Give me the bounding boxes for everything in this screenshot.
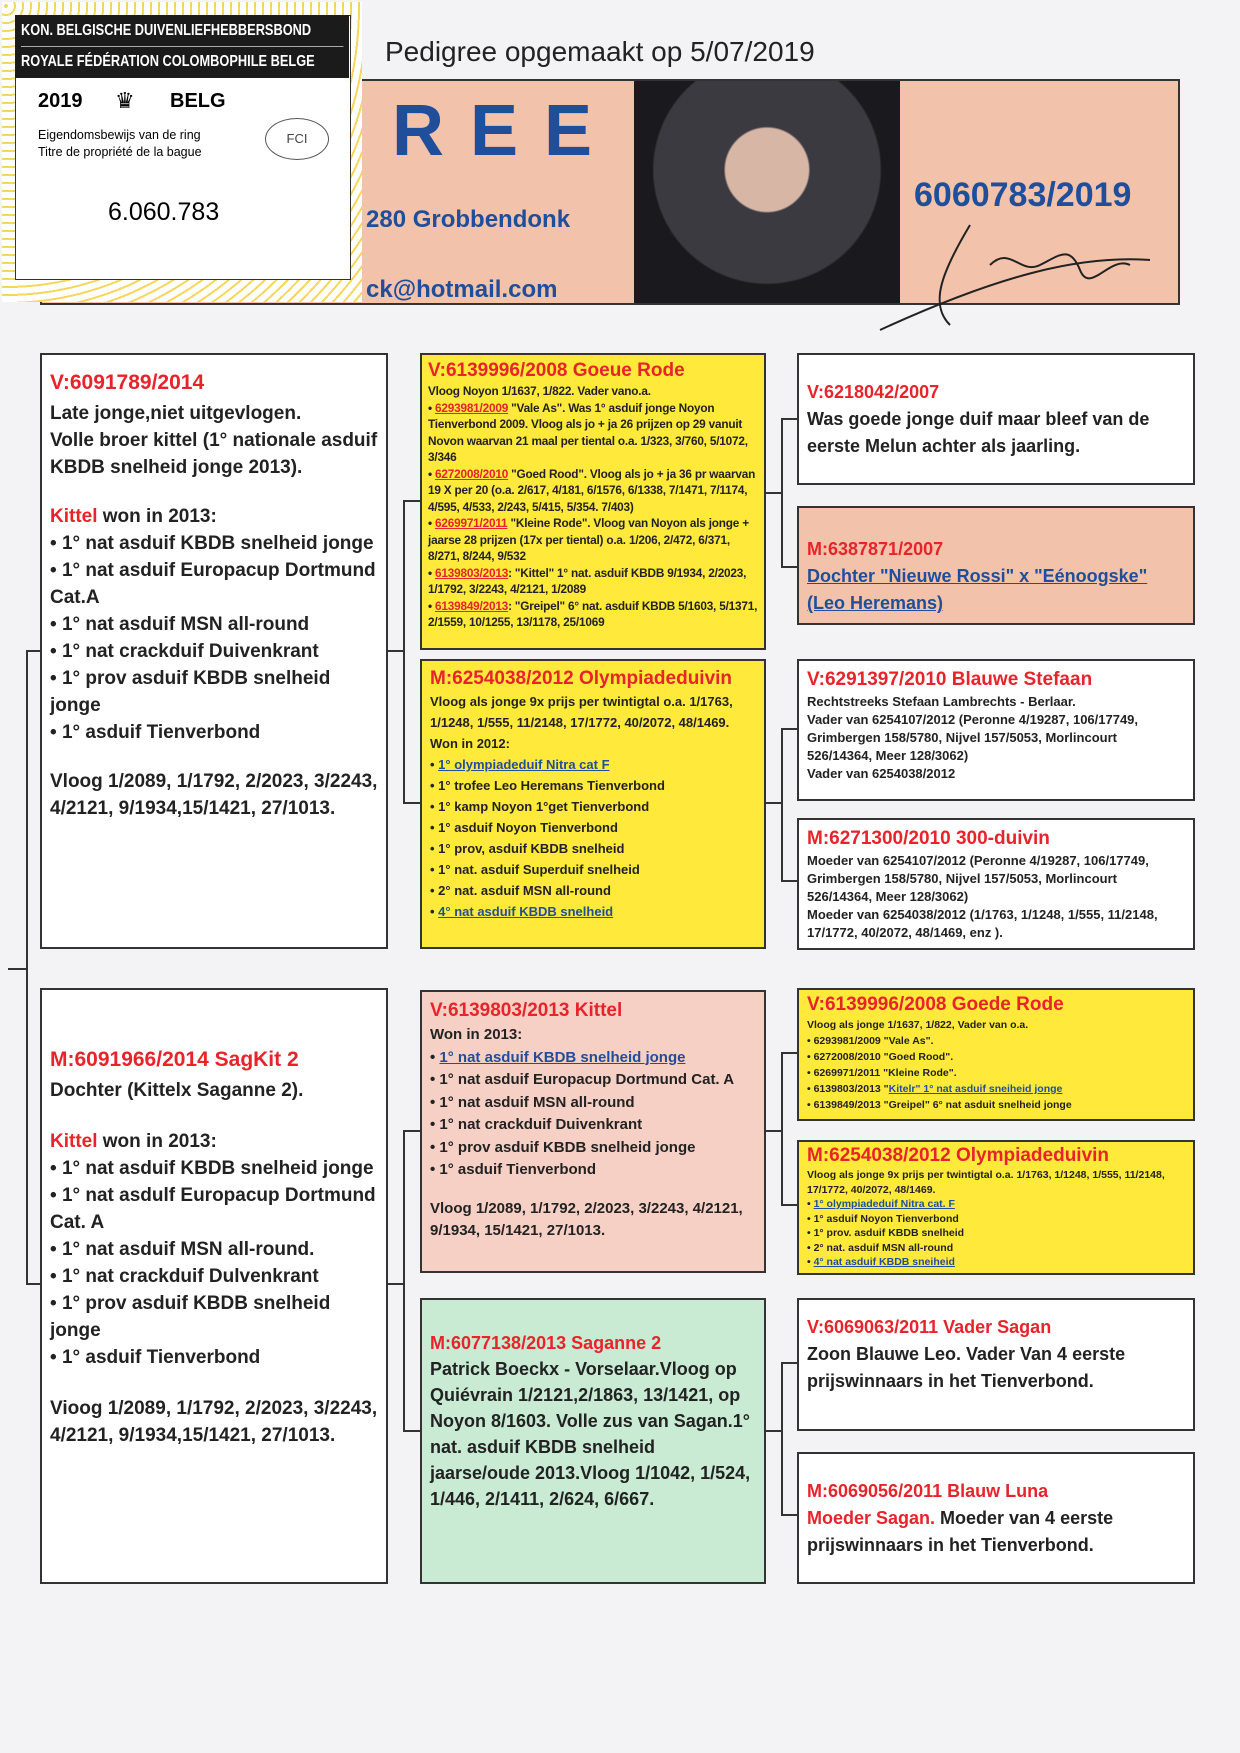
sire-line: Volle broer kittel (1° nationale asduif KBDB snelheid jonge 2013). [50, 430, 378, 478]
ring-label-fr: Titre de propriété de la bague [38, 145, 202, 159]
bullet: • 1° nat asduif MSN all-round. [50, 1239, 315, 1260]
ring-card-banner [15, 15, 349, 78]
connector [766, 492, 782, 494]
bullet: • 6269971/2011 "Kleine Rode". Vloog van Noyon als jonge + jaarse 28 prijzen (17x per tiental) o.a. 1/206, 2/472, 6/371, 8/271, 8/244, 9/532 [428, 516, 749, 563]
card-vloog: Vloog 1/2089, 1/1792, 2/2023, 3/2243, 4/2121, 9/1934, 15/1421, 27/1013. [430, 1199, 743, 1239]
bullet: • 1° nat asduif MSN all-round [430, 1093, 635, 1111]
connector [766, 1430, 782, 1432]
ring-card-line1: KON. BELGISCHE DUIVENLIEFHEBBERSBOND [21, 22, 312, 39]
fci-logo: FCI [265, 118, 329, 160]
connector [781, 880, 797, 882]
granddam-1-card [420, 659, 766, 949]
ring-label-nl: Eigendomsbewijs van de ring [38, 128, 201, 142]
bullet: • 6139803/2013 "Kitelr" 1° nat asduif sneiheid jonge [807, 1083, 1063, 1095]
card-text: Was goede jonge duif maar bleef van de eerste Melun achter als jaarling. [807, 409, 1150, 456]
col2-bottom-stack [420, 990, 766, 1584]
col3-bottom-stack [797, 1298, 1195, 1584]
connector [403, 500, 405, 802]
ring-number: 6060783/2019 [914, 176, 1132, 214]
dam-won [50, 1128, 378, 1155]
bullet: • 6139849/2013 "Greipel" 6° nat asduit snelheid jonge [807, 1099, 1072, 1111]
ggdam-2-card [797, 818, 1195, 950]
connector [388, 650, 404, 652]
bullet: • 1° nat crackduif Duivenkrant [50, 641, 319, 662]
bullet: • 2° nat. asduif MSN all-round [430, 883, 611, 898]
crown-icon: ♛ [115, 88, 135, 113]
connector [781, 728, 783, 880]
owner-email: ck@hotmail.com [366, 276, 558, 303]
bullet: • 1° olympiadeduif Nitra cat. F [807, 1198, 955, 1210]
card-title: V:6139803/2013 Kittel [430, 1000, 623, 1021]
bullet: • 1° prov, asduif KBDB snelheid [430, 841, 625, 856]
ggsire-4-card [797, 1298, 1195, 1431]
card-line: Moeder van 6254038/2012 (1/1763, 1/1248, 1/555, 11/2148, 17/1772, 40/2072, 48/1469, enz ). [807, 907, 1158, 940]
connector [781, 1204, 797, 1206]
bullet: • 1° asduif Noyon Tienverbond [807, 1212, 959, 1225]
col2-top-stack [420, 353, 766, 949]
card-title: V:6291397/2010 Blauwe Stefaan [807, 669, 1093, 690]
ring-card-number: 6.060.783 [108, 198, 220, 226]
card-text: Zoon Blauwe Leo. Vader Van 4 eerste prijswinnaars in het Tienverbond. [807, 1344, 1126, 1391]
connector [781, 1362, 797, 1364]
card-title: V:6139996/2008 Goede Rode [807, 994, 1064, 1015]
connector [26, 650, 28, 1284]
bullet: • 6272008/2010 "Goed Rood". [807, 1051, 954, 1063]
card-title: V:6218042/2007 [807, 382, 940, 402]
sire-line: Late jonge,niet uitgevlogen. [50, 403, 302, 424]
connector [781, 1052, 797, 1054]
card-title: M:6387871/2007 [807, 539, 944, 559]
bullet: • 1° nat asduif KBDB snelheid jonge [50, 533, 374, 554]
bullet: • 1° nat crackduif Dulvenkrant [50, 1266, 319, 1287]
connector [766, 1130, 782, 1132]
grandsire-1-card [420, 353, 766, 650]
bullet: • 6293981/2009 "Vale As". Was 1° asduif jonge Noyon Tienverbond 2009. Vloog als jo + ja 26 prijzen op 29 vanuit Novon waarvan 21 maal per tiental o.a. 1/323, 3/760, 5/1072, 3/346 [428, 400, 748, 464]
card-title: V:6069063/2011 Vader Sagan [807, 1317, 1052, 1337]
sire-card [40, 353, 388, 949]
won-label: won in 2013: [97, 1131, 217, 1152]
bullet: • 1° prov asduif KBDB snelheid jonge [50, 1293, 331, 1341]
bullet: • 1° asduif Tienverbond [430, 1161, 597, 1178]
connector [781, 1052, 783, 1204]
card-intro: Vloog als jonge 9x prijs per twintigtal o.a. 1/1763, 1/1248, 1/555, 11/2148, 17/1772, 40/2072, 48/1469. [807, 1169, 1165, 1196]
bullet: • 1° prov asduif KBDB snelheid jonge [430, 1138, 696, 1156]
connector [781, 1514, 797, 1516]
dam-card [40, 988, 388, 1584]
connector [403, 1430, 420, 1432]
kittel-label: Kittel [50, 506, 98, 527]
card-intro: Vloog Noyon 1/1637, 1/822. Vader vano.a. [428, 384, 651, 398]
owner-name: REE [392, 91, 619, 171]
bullet: • 6269971/2011 "Kleine Rode". [807, 1067, 957, 1079]
grandsire-2-card [420, 990, 766, 1273]
bullet: • 1° nat asduif Europacup Dortmund Cat.A [50, 560, 376, 608]
sire-title: V:6091789/2014 [50, 371, 205, 394]
ring-country: BELG [170, 90, 226, 112]
ggsire-2-card [797, 659, 1195, 801]
ring-card-line2: ROYALE FÉDÉRATION COLOMBOPHILE BELGE [21, 46, 343, 77]
connector [781, 566, 797, 568]
connector [403, 1130, 420, 1132]
kittel-label: Kittel [50, 1131, 98, 1152]
connector [781, 418, 797, 420]
page-title: Pedigree opgemaakt op 5/07/2019 [385, 36, 815, 67]
bullet: • 1° nat asdulf Europacup Dortmund Cat. A [50, 1185, 376, 1233]
bullet: • 1° prov. asduif KBDB snelheid [807, 1227, 965, 1239]
ggdam-4-card [797, 1452, 1195, 1584]
bullet: • 6139849/2013: "Greipel" 6° nat. asduif KBDB 5/1603, 5/1371, 2/1559, 10/1255, 13/1178, 25/1069 [428, 598, 758, 629]
card-line: Vader van 6254038/2012 [807, 766, 956, 781]
owner-city: 280 Grobbendonk [366, 206, 571, 233]
card-title: M:6254038/2012 Olympiadeduivin [430, 668, 733, 689]
won-label: won in 2013: [97, 506, 217, 527]
bullet: • 1° nat crackduif Duivenkrant [430, 1116, 643, 1133]
card-title: M:6077138/2013 Saganne 2 [430, 1333, 662, 1353]
ggdam-1-card [797, 506, 1195, 625]
bullet: • 1° asduif Tienverbond [50, 722, 261, 743]
bullet: • 1° asduif Noyon Tienverbond [430, 820, 618, 835]
bullet: • 1° asduif Tienverbond [50, 1347, 261, 1368]
bullet: • 1° nat asduif KBDB snelheid jonge [430, 1048, 686, 1066]
bullet: • 6139803/2013: "Kittel" 1° nat. asduif KBDB 9/1934, 2/2023, 1/1792, 3/2243, 4/2121, 1/2089 [428, 565, 747, 596]
sire-won [50, 503, 378, 530]
connector [26, 650, 40, 652]
bullet: • 1° prov asduif KBDB snelheid jonge [50, 668, 331, 716]
bullet: • 6272008/2010 "Goed Rood". Vloog als jo + ja 36 pr waarvan 19 X per 20 (o.a. 2/617, 4/181, 6/1576, 6/1338, 7/1471, 7/1174, 4/595, 4/533, 2/243, 5/415, 5/354. 7/403) [428, 466, 756, 514]
bullet: • 2° nat. asduif MSN all-round [807, 1241, 954, 1254]
connector [781, 1362, 783, 1514]
connector [26, 1283, 40, 1285]
bullet: • 1° trofee Leo Heremans Tienverbond [430, 778, 665, 793]
dam-line: Dochter (Kittelx Saganne 2). [50, 1080, 304, 1101]
bullet: • 1° olympiadeduif Nitra cat F [430, 757, 610, 772]
dam-title: M:6091966/2014 SagKit 2 [50, 1048, 299, 1071]
card-intro: Won in 2013: [430, 1026, 523, 1043]
ggdam-3-card [797, 1140, 1195, 1275]
dam-vloog: Vioog 1/2089, 1/1792, 2/2023, 3/2243, 4/2121, 9/1934,15/1421, 27/1013. [50, 1398, 378, 1446]
bullet: • 1° nat asduif Europacup Dortmund Cat. A [430, 1071, 735, 1088]
bullet: • 6293981/2009 "Vale As". [807, 1035, 934, 1047]
card-intro: Vloog als jonge 9x prijs per twintigtal o.a. 1/1763, 1/1248, 1/555, 11/2148, 17/1772, 40/2072, 48/1469. Won in 2012: [430, 694, 733, 751]
signature [820, 215, 1180, 345]
col3-mid-stack [797, 659, 1195, 950]
ggsire-1-card [797, 353, 1195, 485]
bullet: • 1° nat. asduif Superduif snelheid [430, 862, 640, 877]
card-line: Rechtstreeks Stefaan Lambrechts - Berlaar. [807, 694, 1076, 709]
sire-vloog: Vloog 1/2089, 1/1792, 2/2023, 3/2243, 4/2121, 9/1934,15/1421, 27/1013. [50, 771, 378, 819]
connector [8, 968, 28, 970]
connector [403, 1130, 405, 1432]
granddam-2-card [420, 1298, 766, 1584]
card-title: M:6254038/2012 Olympiadeduivin [807, 1145, 1110, 1166]
col3-yellow-stack [797, 988, 1195, 1275]
connector [781, 418, 783, 566]
bullet: • 4° nat asduif KBDB sneiheid [807, 1256, 955, 1268]
bullet: • 1° nat asduif MSN all-round [50, 614, 310, 635]
card-line: Vader van 6254107/2012 (Peronne 4/19287, 106/17749, Grimbergen 158/5780, Nijvel 157/5053, Morlincourt 526/14364, Meer 128/3062) [807, 712, 1139, 763]
card-title: M:6069056/2011 Blauw Luna [807, 1481, 1049, 1501]
card-text: Moeder Sagan. Moeder van 4 eerste prijswinnaars in het Tienverbond. [807, 1508, 1114, 1555]
card-text: Dochter "Nieuwe Rossi" x "Eénoogske" (Leo Heremans) [807, 566, 1148, 613]
card-intro: Vloog als jonge 1/1637, 1/822, Vader van o.a. [807, 1019, 1029, 1031]
card-title: V:6139996/2008 Goeue Rode [428, 360, 685, 381]
connector [766, 802, 782, 804]
connector [781, 728, 797, 730]
card-line: Moeder van 6254107/2012 (Peronne 4/19287, 106/17749, Grimbergen 158/5780, Nijvel 157/5053, Morlincourt 526/14364, Meer 128/3062) [807, 853, 1149, 904]
ring-year: 2019 [38, 90, 83, 112]
bullet: • 4° nat asduif KBDB snelheid [430, 904, 614, 919]
bullet: • 1° kamp Noyon 1°get Tienverbond [430, 799, 650, 814]
card-text: Patrick Boeckx - Vorselaar.Vloog op Quiévrain 1/2121,2/1863, 13/1421, op Noyon 8/1603. Volle zus van Sagan.1° nat. asduif KBDB snelheid jaarse/oude 2013.Vloog 1/1042, 1/524, 1/446, 2/1411, 2/624, 6/667. [430, 1359, 751, 1509]
ggsire-3-card [797, 988, 1195, 1121]
connector [388, 1283, 404, 1285]
bullet: • 1° nat asduif KBDB snelheid jonge [50, 1158, 374, 1179]
connector [403, 500, 420, 502]
connector [403, 802, 420, 804]
card-title: M:6271300/2010 300-duivin [807, 828, 1050, 849]
